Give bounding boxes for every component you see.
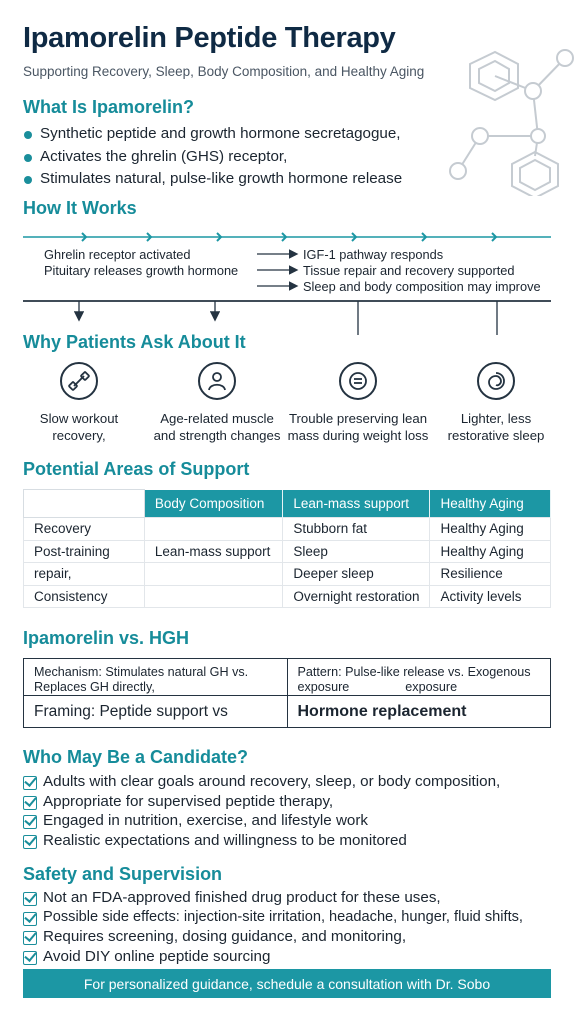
checklist-item: Requires screening, dosing guidance, and monitoring,	[23, 927, 523, 947]
pattern-cell: Pattern: Pulse-like release vs. Exogenous exposure exposure	[287, 659, 551, 695]
dumbbell-icon	[60, 362, 98, 400]
page-title: Ipamorelin Peptide Therapy	[23, 22, 396, 54]
table-cell: Healthy Aging	[430, 518, 551, 541]
table-header-row	[24, 490, 551, 518]
table-cell: Post-training	[24, 540, 145, 563]
framing-right: Hormone replacement	[287, 696, 551, 727]
checklist-item: Not an FDA-approved finished drug product for these uses,	[23, 888, 523, 908]
what-list	[23, 123, 402, 191]
page-subtitle: Supporting Recovery, Sleep, Body Composition, and Healthy Aging	[23, 64, 425, 79]
sleep-spiral-icon	[477, 362, 515, 400]
flow-step: Tissue repair and recovery supported	[303, 263, 515, 278]
reason-label: Slow workout recovery,	[39, 411, 119, 443]
checklist-item: Avoid DIY online peptide sourcing	[23, 947, 523, 967]
reason-item	[283, 362, 433, 444]
table-cell: Consistency	[24, 585, 145, 608]
list-item: Activates the ghrelin (GHS) receptor,	[23, 146, 402, 169]
checklist-item: Appropriate for supervised peptide therapy,	[23, 792, 500, 812]
safety-list	[23, 888, 523, 966]
cta-banner: For personalized guidance, schedule a consultation with Dr. Sobo	[23, 969, 551, 998]
why-heading: Why Patients Ask About It	[23, 332, 246, 352]
flow-step: Ghrelin receptor activated	[44, 247, 191, 262]
table-cell	[144, 518, 283, 541]
reason-item	[4, 362, 154, 444]
reason-label: Age-related muscle and strength changes	[153, 411, 281, 443]
table-cell: Sleep	[283, 540, 430, 563]
table-cell: Lean-mass support	[144, 540, 283, 563]
support-heading: Potential Areas of Support	[23, 459, 250, 479]
table-cell: Recovery	[24, 518, 145, 541]
table-row	[24, 540, 551, 563]
comparison-box	[23, 658, 551, 728]
table-cell: Overnight restoration	[283, 585, 430, 608]
reason-item	[142, 362, 292, 444]
table-cell: Healthy Aging	[430, 540, 551, 563]
what-heading: What Is Ipamorelin?	[23, 97, 195, 117]
table-header: Lean-mass support	[283, 490, 430, 518]
why-reasons	[0, 362, 575, 452]
reason-item	[421, 362, 571, 444]
list-item: Stimulates natural, pulse-like growth hormone release	[23, 168, 402, 191]
scale-icon	[339, 362, 377, 400]
table-cell	[144, 563, 283, 586]
checklist-item: Possible side effects: injection-site irritation, headache, hunger, fluid shifts,	[23, 908, 523, 928]
flow-step: Sleep and body composition may improve	[303, 279, 541, 294]
checklist-item: Adults with clear goals around recovery, sleep, or body composition,	[23, 772, 500, 792]
checklist-item: Engaged in nutrition, exercise, and lifestyle work	[23, 811, 500, 831]
table-header	[24, 490, 145, 518]
reason-label: Lighter, less restorative sleep	[447, 411, 545, 443]
candidate-list	[23, 772, 500, 850]
table-header: Body Composition	[144, 490, 283, 518]
how-heading: How It Works	[23, 198, 137, 218]
table-cell: Stubborn fat	[283, 518, 430, 541]
mechanism-cell: Mechanism: Stimulates natural GH vs. Replaces GH directly,	[34, 665, 249, 694]
table-header: Healthy Aging	[430, 490, 551, 518]
flow-step: Pituitary releases growth hormone	[44, 263, 239, 278]
table-cell: Deeper sleep	[283, 563, 430, 586]
table-cell: Resilience	[430, 563, 551, 586]
vs-heading: Ipamorelin vs. HGH	[23, 628, 190, 648]
table-row	[24, 518, 551, 541]
table-row	[24, 563, 551, 586]
flow-step: IGF-1 pathway responds	[303, 247, 444, 262]
table-cell: repair,	[24, 563, 145, 586]
person-icon	[198, 362, 236, 400]
table-row	[24, 585, 551, 608]
molecule-illustration	[440, 36, 575, 196]
support-table	[23, 489, 551, 608]
table-cell: Activity levels	[430, 585, 551, 608]
framing-left: Framing: Peptide support vs	[34, 702, 228, 720]
safety-heading: Safety and Supervision	[23, 864, 223, 884]
how-flow-diagram	[0, 225, 575, 335]
candidate-heading: Who May Be a Candidate?	[23, 747, 249, 767]
checklist-item: Realistic expectations and willingness to be monitored	[23, 831, 500, 851]
reason-label: Trouble preserving lean mass during weight loss	[287, 411, 429, 443]
list-item: Synthetic peptide and growth hormone secretagogue,	[23, 123, 402, 146]
table-cell	[144, 585, 283, 608]
